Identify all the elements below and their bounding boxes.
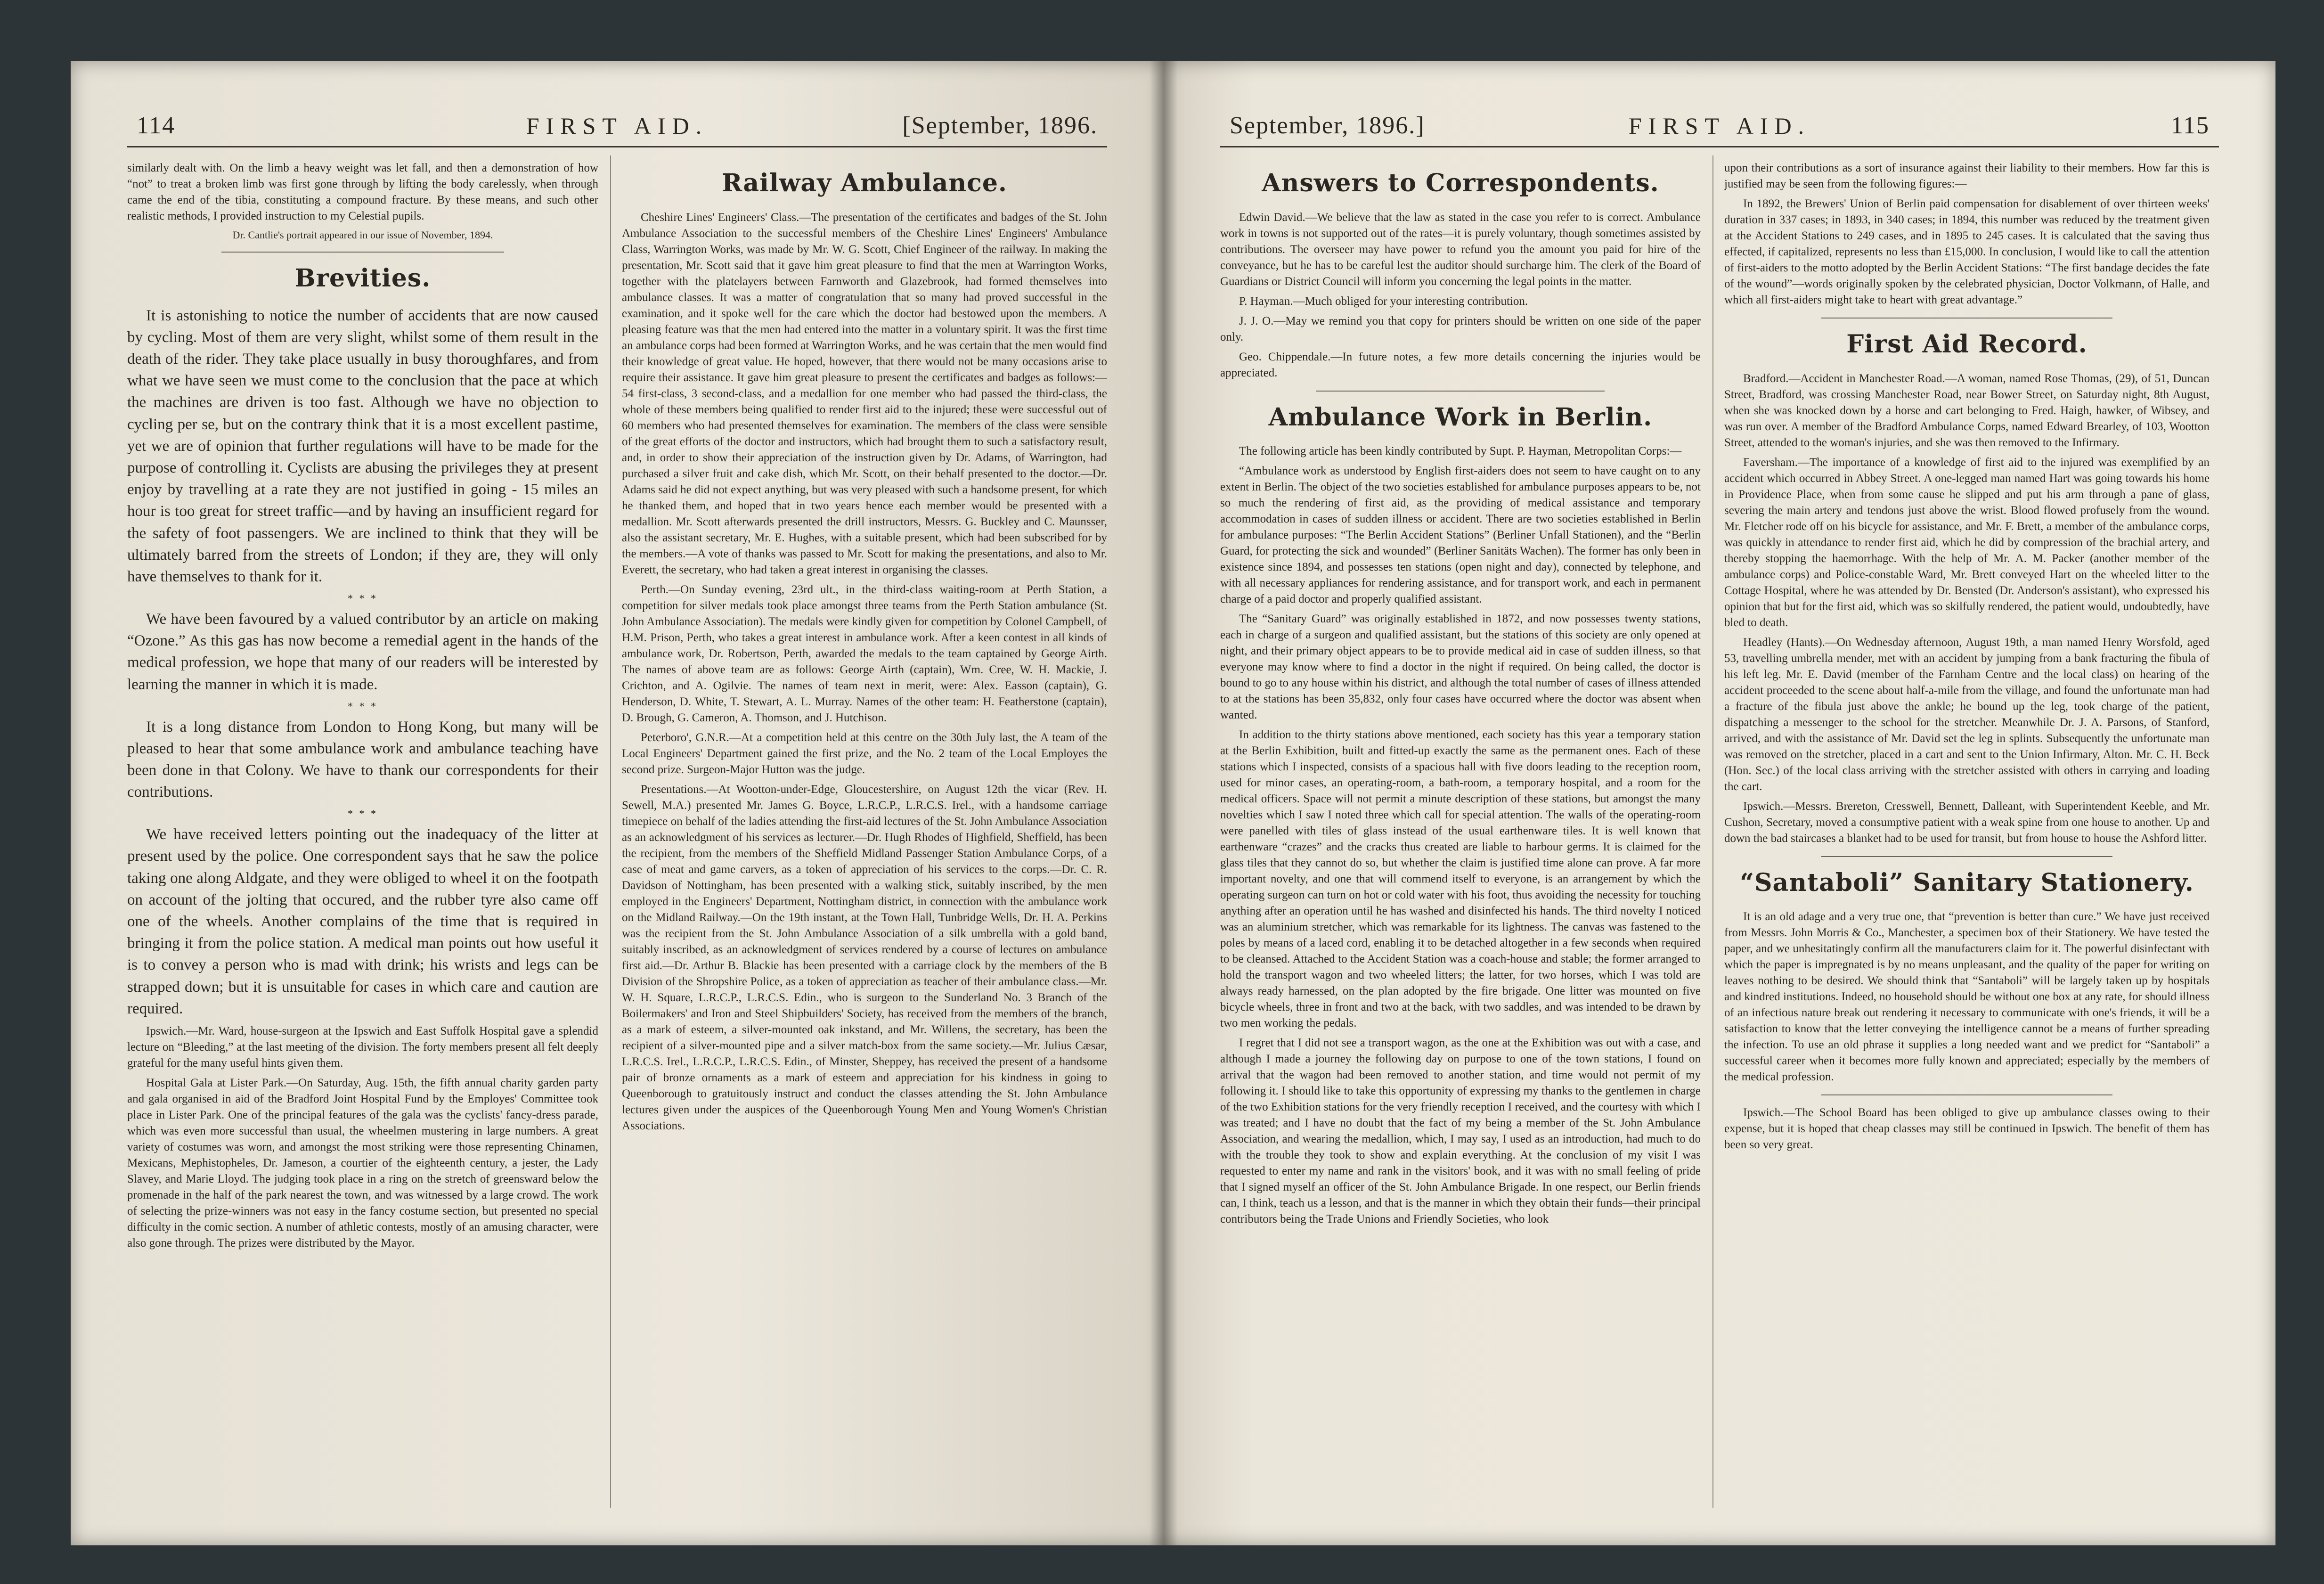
running-date: [September, 1896.	[902, 112, 1098, 139]
article-paragraph: The “Sanitary Guard” was originally established in 1872, and now possesses twenty stations, each in charge of a surgeon and qualified assistant, but the stations of this society are only opened at night, and their primary object appears to be to provide medical aid in case of sudden illness, so that everyone may know where to find a doctor in the night if required. On being called, the doctor is bound to go to any house within his district, and although the total number of cases of illness attended to at the stations has been 35,832, only four cases have occurred where the doctor was absent when wanted.	[1220, 612, 1701, 722]
divider	[1821, 856, 2112, 857]
news-paragraph: Ipswich.—Mr. Ward, house-surgeon at the Ipswich and East Suffolk Hospital gave a splendid lecture on “Bleeding,” at the last meeting of the division. The forty members present all felt deeply grateful for the many useful hints given them.	[127, 1024, 598, 1070]
left-column-2	[622, 160, 1107, 1508]
article-continuation: upon their contributions as a sort of insurance against their liability to their members. How far this is justified may be seen from the following figures:—	[1724, 162, 2210, 190]
divider	[1316, 391, 1605, 392]
portrait-note: Dr. Cantlie's portrait appeared in our issue of November, 1894.	[232, 229, 493, 241]
section-heading-first-aid-record: First Aid Record.	[1846, 330, 2088, 359]
brevity-paragraph: We have received letters pointing out the inadequacy of the litter at present used by the police. One correspondent says that he saw the police taking one along Aldgate, and they were obliged to wheel it on the footpath on account of the jolting that occured, and the rubber tyre also came off one of the wheels. Another complains of the time that is required in bringing it from the police station. A medical man points out how useful it is to convey a person who is mad with drink; his wrists and legs can be strapped down; but it is unsuitable for cases in which care and caution are required.	[127, 826, 598, 1017]
page-number: 114	[137, 112, 176, 139]
brevity-paragraph: We have been favoured by a valued contributor by an article on making “Ozone.” As this gas has now become a remedial agent in the hands of the medical profession, we hope that many of our readers will be interested by learning the manner in which it is made.	[127, 610, 598, 693]
news-paragraph: Peterboro', G.N.R.—At a competition held at this centre on the 30th July last, the A team of the Local Engineers' Department gained the first prize, and the No. 2 team of the Local Employes the second prize. Surgeon-Major Hutton was the judge.	[622, 731, 1107, 776]
news-paragraph: Perth.—On Sunday evening, 23rd ult., in the third-class waiting-room at Perth Station, a competition for silver medals took place amongst three teams from the Perth Station ambulance (St. John Ambulance Association). The medals were kindly given for competition by Colonel Campbell, of H.M. Prison, Perth, who takes a great interest in ambulance work. After a keen contest in all kinds of ambulance work, Dr. Robertson, Perth, awarded the medals to the team captained by George Airth. The names of above team are as follows: George Airth (captain), Wm. Cree, W. H. Mackie, J. Crichton, and A. Ogilvie. The names of team next in merit, were: Alex. Easson (captain), G. Henderson, D. White, T. Stewart, A. L. Murray. Names of the other team: H. Featherstone (captain), D. Brough, G. Cameron, A. Thomson, and J. Hutchison.	[622, 583, 1107, 724]
record-paragraph: Faversham.—The importance of a knowledge of first aid to the injured was exemplified by an accident which occurred in Abbey Street. A one-legged man named Hart was going towards his home in Providence Place, when from some cause he slipped and put his arm through a pane of glass, severing the main artery and tendons just above the wrist. Blood flowed profusely from the wound. Mr. Fletcher rode off on his bicycle for assistance, and Mr. F. Brett, a member of the ambulance corps, was quickly in attendance to render first aid, which he did by compression of the brachial artery, and thereby stopping the haemorrhage. With the help of Mr. A. M. Packer (another member of the ambulance corps) and Police-constable Ward, Mr. Brett conveyed Hart on the wheeled litter to the Cottage Hospital, where he was attended by Dr. Bensted (Dr. Anderson's assistant), who expressed his opinion that but for the first aid, which was so skilfully rendered, the patient would, undoubtedly, have bled to death.	[1724, 456, 2210, 629]
answer-paragraph: J. J. O.—May we remind you that copy for printers should be written on one side of the paper only.	[1220, 314, 1701, 343]
news-paragraph: Ipswich.—The School Board has been obliged to give up ambulance classes owing to their expense, but it is hoped that cheap classes may still be continued in Ipswich. The benefit of them has been so very great.	[1724, 1106, 2210, 1151]
brevity-paragraph: It is a long distance from London to Hong Kong, but many will be pleased to hear that some ambulance work and ambulance teaching have been done in that Colony. We have to thank our correspondents for their contributions.	[127, 718, 598, 801]
article-paragraph: The following article has been kindly contributed by Supt. P. Hayman, Metropolitan Corps:—	[1239, 445, 1682, 458]
record-paragraph: Headley (Hants).—On Wednesday afternoon, August 19th, a man named Henry Worsfold, aged 53, travelling umbrella mender, met with an accident by jumping from a bank fracturing the fibula of his left leg. Mr. E. David (member of the Farnham Centre and the local class) on hearing of the accident proceeded to the scene about half-a-mile from the village, and found the unfortunate man had a fracture of the fibula just above the ankle; he bound up the leg, took charge of the patient, dispatching a messenger to the school for the stretcher. Meanwhile Dr. J. A. Parsons, of Stanford, arrived, and with the assistance of Mr. David set the leg in splints. Subsequently the unfortunate man was removed on the stretcher, placed in a cart and sent to the Union Infirmary, Alton. Mr. C. H. Beck (Hon. Sec.) of the local class arriving with the stretcher assisted with others in carrying and loading the cart.	[1724, 636, 2210, 793]
news-paragraph: Hospital Gala at Lister Park.—On Saturday, Aug. 15th, the fifth annual charity garden party and gala organised in aid of the Bradford Joint Hospital Fund by the Employes' Committee took place in Lister Park. One of the principal features of the gala was the cyclists' fancy-dress parade, which was even more successful than usual, the wheelmen mustering in large numbers. A great variety of costumes was worn, and amongst the most striking were those representing Chinamen, Mexicans, Mephistopheles, Dr. Jameson, a courtier of the eighteenth century, a jester, the Lady Slavey, and Marie Lloyd. The judging took place in a ring on the stretch of greensward below the promenade in the half of the park nearest the town, and was witnessed by a large crowd. The work of selecting the prize-winners was not easy in the fancy costume section, but presented no special difficulty in the comic section. A number of athletic contests, mostly of an amusing character, were also gone through. The prizes were distributed by the Mayor.	[127, 1076, 598, 1249]
column-divider	[610, 155, 611, 1508]
right-page-header	[1220, 104, 2219, 147]
running-date: September, 1896.]	[1230, 112, 1425, 139]
right-page	[1164, 61, 2275, 1545]
article-paragraph: In addition to the thirty stations above mentioned, each society has this year a temporary station at the Berlin Exhibition, built and fitted-up exactly the same as the permanent ones. Each of these stations which I inspected, consists of a spacious hall with five doors leading to the reception room, used for minor cases, an operating-room, a bath-room, a temporary hospital, and a room for the medical officers. Space will not permit a minute description of these stations, but amongst the many novelties which I saw I noted three which call for special attention. The walls of the operating-room were panelled with tiles of glass instead of the usual earthenware tiles. It is well known that earthenware “crazes” and the cracks thus created are liable to harbour germs. It is claimed for the glass tiles that they cannot do so, but whether the claim is justified time alone can prove. A far more important novelty, and one that will commend itself to everyone, is an arrangement by which the operating surgeon can turn on hot or cold water with his foot, thus avoiding the necessity for touching anything after an operation until he has washed and disinfected his hands. The third novelty I noticed was an aluminium stretcher, which was remarkable for its lightness. The canvas was fastened to the poles by means of a laced cord, enabling it to be detached altogether in a few seconds when required to be cleansed. Attached to the Accident Station was a coach-house and stable; the former arranged to hold the transport wagon and two wheeled litters; the latter, for two horses, which I was told are always ready harnessed, on the plan adopted by the fire brigade. One litter was mounted on five bicycle wheels, three in front and two at the back, with two saddles, and was intended to be drawn by two men working the pedals.	[1220, 728, 1701, 1030]
asterism: * * *	[348, 700, 378, 712]
section-heading-ambulance-berlin: Ambulance Work in Berlin.	[1268, 402, 1653, 432]
answer-paragraph: Edwin David.—We believe that the law as stated in the case you refer to is correct. Ambulance work in towns is not supported out of the rates—it is purely voluntary, though sometimes assisted by contributions. The overseer may have power to refund you the amount you paid for hire of the conveyance, but he has to be careful lest the auditor should surcharge him. The clerk of the Board of Guardians or District Council will inform you concerning the legal points in the matter.	[1220, 211, 1701, 288]
answer-paragraph: P. Hayman.—Much obliged for your interesting contribution.	[1239, 294, 1528, 308]
section-heading-santaboli: “Santaboli” Sanitary Stationery.	[1740, 868, 2194, 897]
book-gutter	[1150, 61, 1178, 1545]
brevities-body	[127, 305, 598, 1020]
left-page	[71, 61, 1164, 1545]
section-heading-brevities: Brevities.	[294, 263, 431, 293]
article-paragraph: It is an old adage and a very true one, that “prevention is better than cure.” We have just received from Messrs. John Morris & Co., Manchester, a specimen box of their Stationery. We have tested the paper, and we unhesitatingly confirm all the manufacturers claim for it. The powerful disinfectant with which the paper is impregnated is by no means unpleasant, and the quality of the paper for writing on leaves nothing to be desired. We should think that “Santaboli” will be largely taken up by hospitals and kindred institutions. Indeed, no household should be without one box at any rate, for should illness of an infectious nature break out rendering it necessary to communicate with one's friends, it will be a satisfaction to know that the letter conveying the intelligence cannot be a means of further spreading the infection. To use an old phrase it supplies a long needed want and we predict for “Santaboli” a successful career when it becomes more fully known and appreciated; especially by the members of the medical profession.	[1724, 910, 2210, 1084]
asterism: * * *	[348, 808, 378, 820]
news-paragraph: Presentations.—At Wootton-under-Edge, Gloucestershire, on August 12th the vicar (Rev. H. Sewell, M.A.) presented Mr. James G. Boyce, L.R.C.P., L.R.C.S. Irel., with a handsome carriage timepiece on behalf of the ladies attending the first-aid lectures of the St. John Ambulance Association as an acknowledgment of his services as lecturer.—Dr. Hugh Rhodes of Highfield, Sheffield, has been the recipient, from the members of the Sheffield Midland Passenger Station Ambulance Corps, of a case of meat and game carvers, as a token of appreciation of his services to the corps.—Dr. C. R. Davidson of Nottingham, has been presented with a walking stick, suitably inscribed, by the men employed in the Engineers' Department, Nottingham district, in connection with the ambulance work on the Midland Railway.—On the 19th instant, at the Town Hall, Tunbridge Wells, Dr. H. A. Perkins was the recipient from the St. John Ambulance Association of a silk umbrella with a gold band, suitably inscribed, as an acknowledgment of services rendered by a course of lectures on ambulance first aid.—Dr. Arthur B. Blackie has been presented with a carriage clock by the members of the B Division of the Shropshire Police, as a token of appreciation as teacher of their ambulance class.—Mr. W. H. Square, L.R.C.P., L.R.C.S. Edin., who is surgeon to the Sunderland No. 3 Branch of the Boilermakers' and Iron and Steel Shipbuilders' Society, has received from the members of the branch, as a mark of esteem, a silver-mounted oak inkstand, and Mr. Willens, the secretary, has been the recipient of a silver-mounted pipe and a silver match-box from the same society.—Mr. Julius Cæsar, L.R.C.S. Irel., L.R.C.P., L.R.C.S. Edin., of Minster, Sheppey, has received the present of a handsome pair of bronze ornaments as a mark of esteem and appreciation for his kindness in going to Queenborough to gratuitously instruct and conduct the classes attending the St. John Ambulance lectures given under the auspices of the Queenborough Young Men and Young Women's Christian Associations.	[622, 783, 1107, 1132]
record-paragraph: Bradford.—Accident in Manchester Road.—A woman, named Rose Thomas, (29), of 51, Duncan Street, Bradford, was crossing Manchester Road, near Bower Street, on Saturday night, 8th August, when she was knocked down by a horse and cart belonging to Fred. Haigh, hawker, of Wibsey, and was run over. A member of the Bradford Ambulance Corps, named Edward Brearley, of 103, Wootton Street, attended to the woman's injuries, and she was then removed to the Infirmary.	[1724, 372, 2210, 449]
article-continuation: similarly dealt with. On the limb a heavy weight was let fall, and then a demonstration of how “not” to treat a broken limb was first gone through by lifting the body carelessly, when through came the end of the tibia, constituting a compound fracture. By these means, and such other realistic methods, I provided instruction to my Celestial pupils.	[127, 162, 598, 222]
running-title: FIRST AID.	[526, 113, 709, 139]
left-page-header	[127, 104, 1107, 147]
page-number: 115	[2170, 112, 2210, 139]
news-paragraph: Cheshire Lines' Engineers' Class.—The presentation of the certificates and badges of the St. John Ambulance Association to the successful members of the Cheshire Lines' Engineers' Ambulance Class, Warrington Works, was made by Mr. W. G. Scott, Chief Engineer of the railway. In making the presentation, Mr. Scott said that it gave him great pleasure to find that the men at Warrington Works, together with the platelayers between Farnworth and Glazebrook, had formed themselves into ambulance classes. It was a matter of congratulation that so many had proved successful in the examination, and it spoke well for the care which the doctor had bestowed upon the members. A pleasing feature was that the men had entered into the matter in a voluntary spirit. It was the first time an ambulance corps had been formed at Warrington Works, and he was certain that the men would find their knowledge of great value. He hoped, however, that there would not be many occasions arise to require their assistance. It gave him great pleasure to present the certificates and badges as follows:—54 first-class, 3 second-class, and a medallion for one member who had passed the third-class, the whole of these members being qualified to render first aid to the injured; these were successful out of 60 members who had presented themselves for examination. The members of the class were sensible of the great efforts of the doctor and instructors, which had brought them to such a satisfactory result, and, in order to show their appreciation of the instruction given by Dr. Adams, of Warrington, had purchased a silver fruit and cake dish, which Mr. Scott, on their behalf presented to the doctor.—Dr. Adams said he did not expect anything, but was very pleased with such a handsome present, for which he thanked them, and hoped that in two years hence each member would be presented with a medallion. Mr. Scott afterwards presented the drill instructors, Messrs. G. Buckley and C. Maunsser, also the assistant secretary, Mr. E. Hughes, with a suitable present, which had been subscribed for by the members.—A vote of thanks was passed to Mr. Scott for making the presentations, and also to Mr. Everett, the secretary, who had taken a great interest in organising the classes.	[622, 211, 1107, 576]
article-paragraph: “Ambulance work as understood by English first-aiders does not seem to have caught on to any extent in Berlin. The object of the two societies established for ambulance purposes appears to be, not so much the rendering of first aid, as the providing of medical assistance and temporary accommodation in cases of sudden illness or accident. There are two societies established in Berlin for ambulance purposes: “The Berlin Accident Stations” (Berliner Unfall Stationen), and the “Berlin Guard, for protecting the sick and wounded” (Berliner Sanitäts Wachen). The former has only been in existence since 1894, and possesses ten stations (open night and day), connected by telephone, and with all necessary appliances for rendering assistance, and for transport work, and each in permanent charge of a paid doctor and properly qualified assistant.	[1220, 465, 1701, 606]
asterism: * * *	[348, 592, 378, 604]
article-paragraph: In 1892, the Brewers' Union of Berlin paid compensation for disablement of over thirteen weeks' duration in 337 cases; in 1893, in 340 cases; in 1894, this number was reduced by the treatment given at the Accident Stations to 249 cases, and in 1895 to 245 cases. It is calculated that the saving thus effected, if capitalized, represents no less than £15,000. In conclusion, I would like to call the attention of first-aiders to the motto adopted by the Berlin Accident Stations: “The first bandage decides the fate of the wound”—words originally spoken by the celebrated physician, Doctor Volkmann, of Halle, and which all first-aiders might take to heart with great advantage.”	[1724, 197, 2210, 306]
section-heading-railway-ambulance: Railway Ambulance.	[721, 169, 1008, 197]
left-column-1	[127, 160, 598, 1508]
article-paragraph: I regret that I did not see a transport wagon, as the one at the Exhibition was out with a case, and although I made a journey the following day on purpose to one of the town stations, I found on arrival that the wagon had been removed to another station, and time would not permit of my following it. I should like to take this opportunity of expressing my thanks to the gentlemen in charge of the two Exhibition stations for the very friendly reception I received, and the courtesy with which I was treated; and I have no doubt that the fact of my being a member of the St. John Ambulance Association, and wearing the medallion, which, I may say, I used as an introduction, had much to do with the trouble they took to show and explain everything. At the conclusion of my visit I was requested to enter my name and rank in the visitors' book, and it was with no small feeling of pride that I signed myself an officer of the St. John Ambulance Brigade. In one respect, our Berlin friends can, I think, teach us a lesson, and that is the manner in which they obtain their funds—their principal contributors being the Trade Unions and Friendly Societies, who look	[1220, 1037, 1701, 1226]
right-column-2	[1724, 160, 2210, 1508]
brevity-paragraph: It is astonishing to notice the number of accidents that are now caused by cycling. Most of them are very slight, whilst some of them result in the death of the rider. They take place usually in busy thoroughfares, and from what we have seen we must come to the conclusion that the pace at which the machines are driven is too fast. Although we have no objection to cycling per se, but on the contrary think that it is a most excellent pastime, yet we are of opinion that further regulations will have to be made for the purpose of controlling it. Cyclists are abusing the privileges they at present enjoy by travelling at a rate they are not justified in going - 15 miles an hour is too great for street traffic—and by having an insufficient regard for the safety of foot passengers. We are inclined to think that they will be ultimately barred from the streets of London; if they are, they will only have themselves to thank for it.	[127, 307, 598, 585]
divider	[221, 252, 504, 253]
section-heading-answers: Answers to Correspondents.	[1262, 169, 1659, 197]
record-paragraph: Ipswich.—Messrs. Brereton, Cresswell, Bennett, Dalleant, with Superintendent Keeble, and Mr. Cushon, Secretary, moved a consumptive patient with a weak spine from one house to another. Up and down the bad staircases a blanket had to be used for transit, but from house to house the Ashford litter.	[1724, 800, 2210, 845]
divider	[1821, 1094, 2112, 1095]
running-title: FIRST AID.	[1628, 113, 1811, 139]
right-column-1	[1220, 160, 1701, 1508]
column-divider	[1712, 155, 1713, 1508]
answer-paragraph: Geo. Chippendale.—In future notes, a few more details concerning the injuries would be appreciated.	[1220, 350, 1701, 379]
